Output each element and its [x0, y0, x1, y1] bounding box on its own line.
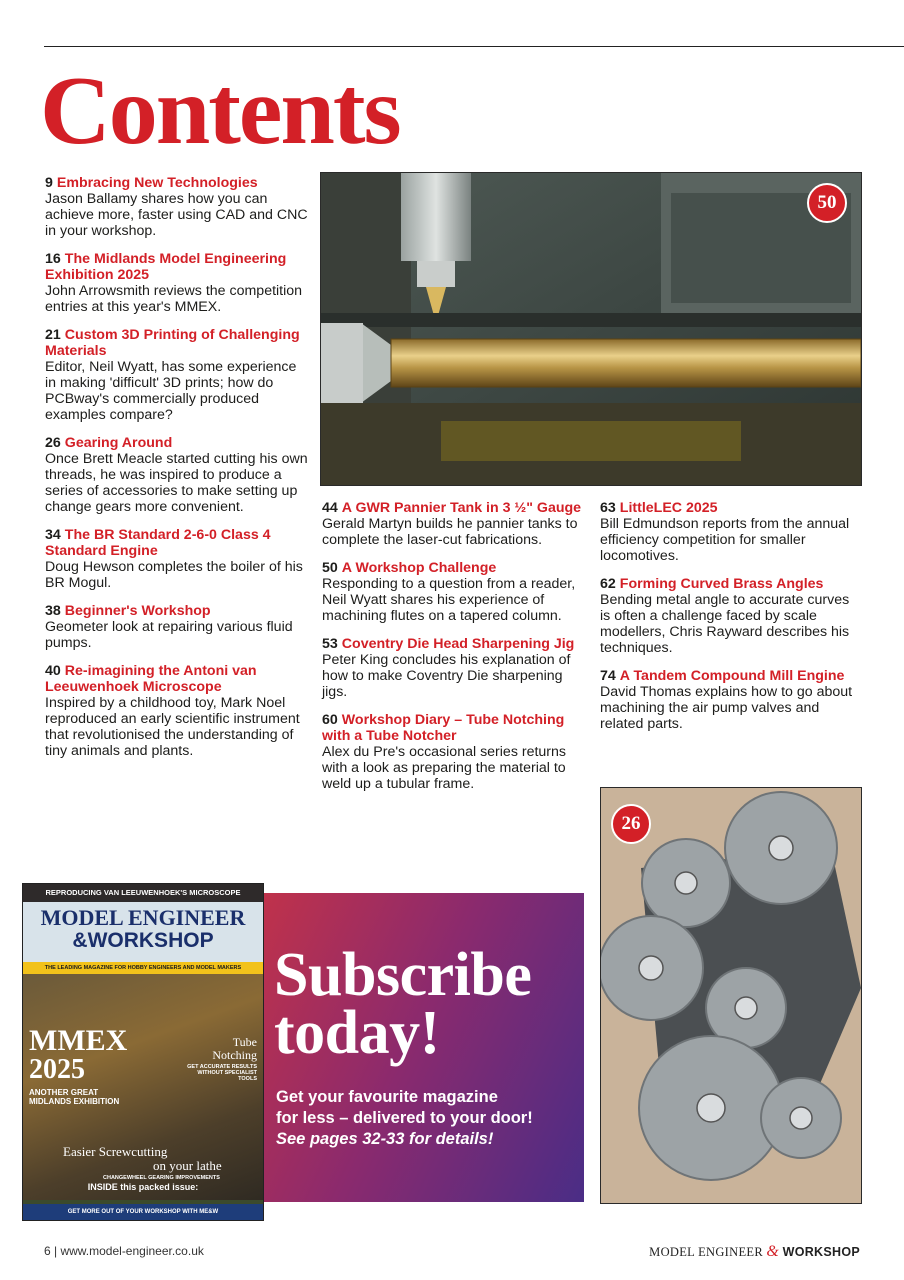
entry-page-number: 9 [45, 175, 53, 191]
entry-description: Once Brett Meacle started cutting his own threads, he was inspired to produce a series of accessories to make setting up change gears more convenient. [45, 451, 308, 515]
subscribe-title-line2: today! [274, 999, 440, 1067]
cover-year: 2025 [29, 1054, 85, 1085]
entry-description: Doug Hewson completes the boiler of his BR Mogul. [45, 559, 303, 591]
entry-heading[interactable]: The BR Standard 2-6-0 Class 4 Standard Engine [45, 527, 271, 559]
entry-page-number: 63 [600, 500, 616, 516]
entry-page-number: 26 [45, 435, 61, 451]
entry-description: David Thomas explains how to go about machining the air pump valves and related parts. [600, 684, 853, 732]
entry-description: Jason Ballamy shares how you can achieve more, faster using CAD and CNC in your workshop. [45, 191, 308, 239]
entry-heading[interactable]: A GWR Pannier Tank in 3 ½" Gauge [341, 500, 582, 516]
contents-entry[interactable] [45, 435, 310, 515]
footer-brand-2: WORKSHOP [782, 1245, 860, 1259]
entry-heading[interactable]: A Workshop Challenge [341, 560, 497, 576]
entry-page-number: 38 [45, 603, 61, 619]
contents-entry[interactable] [45, 603, 310, 651]
cover-title-2: &WORKSHOP [72, 929, 214, 952]
contents-entry[interactable] [45, 663, 310, 759]
entry-page-number: 34 [45, 527, 61, 543]
subscribe-line3[interactable]: See pages 32-33 for details! [276, 1130, 494, 1148]
contents-entry[interactable] [600, 668, 862, 732]
contents-column-3 [600, 500, 862, 744]
cover-tube: Tube Notching [212, 1035, 257, 1062]
cover-mmex-sub2: MIDLANDS EXHIBITION [29, 1097, 120, 1106]
entry-heading[interactable]: Forming Curved Brass Angles [619, 576, 824, 592]
contents-entry[interactable] [600, 576, 862, 656]
entry-heading[interactable]: LittleLEC 2025 [619, 500, 718, 516]
contents-entry[interactable] [322, 636, 584, 700]
subscribe-title-line1: Subscribe [274, 941, 532, 1009]
entry-page-number: 21 [45, 327, 61, 343]
contents-entry[interactable] [322, 712, 584, 792]
contents-entry[interactable] [600, 500, 862, 564]
gears-illustration [601, 788, 861, 1203]
cover-mmex: MMEX [29, 1024, 128, 1057]
entry-heading[interactable]: The Midlands Model Engineering Exhibition 2025 [45, 251, 287, 283]
footer-brand-amp: & [766, 1243, 780, 1260]
page-badge-50: 50 [807, 183, 847, 223]
footer-brand-1: MODEL ENGINEER [649, 1245, 763, 1259]
entry-page-number: 50 [322, 560, 338, 576]
cover-title-1: MODEL ENGINEER [40, 905, 246, 930]
entry-page-number: 62 [600, 576, 616, 592]
subscribe-title [274, 941, 532, 1067]
contents-entry[interactable] [45, 327, 310, 423]
contents-entry[interactable] [45, 527, 310, 591]
entry-description: Gerald Martyn builds he pannier tanks to complete the laser-cut fabrications. [322, 516, 578, 548]
page-badge-26: 26 [611, 804, 651, 844]
top-rule [44, 46, 904, 47]
footer-page-url: 6 | www.model-engineer.co.uk [44, 1244, 204, 1258]
entry-heading[interactable]: Custom 3D Printing of Challenging Materials [45, 327, 300, 359]
cover-inside: INSIDE this packed issue: [87, 1182, 199, 1192]
cover-mmex-sub1: ANOTHER GREAT [29, 1088, 99, 1097]
cover-screw-1: Easier Screwcutting [63, 1144, 168, 1159]
entry-description: Responding to a question from a reader, Neil Wyatt shares his experience of machining flutes on a tapered column. [322, 576, 576, 624]
contents-entry[interactable] [45, 175, 310, 239]
entry-description: Peter King concludes his explanation of how to make Coventry Die sharpening jigs. [322, 652, 571, 700]
entry-description: Alex du Pre's occasional series returns with a look as preparing the material to weld up a tubular frame. [322, 744, 567, 792]
cover-banner: REPRODUCING VAN LEEUWENHOEK'S MICROSCOPE [23, 884, 263, 902]
entry-heading[interactable]: Coventry Die Head Sharpening Jig [341, 636, 575, 652]
entry-heading[interactable]: Beginner's Workshop [64, 603, 211, 619]
cover-masthead [23, 902, 263, 962]
page-title: Contents [40, 57, 400, 165]
entry-description: John Arrowsmith reviews the competition entries at this year's MMEX. [45, 283, 303, 315]
cover-screw-sub: CHANGEWHEEL GEARING IMPROVEMENTS [103, 1175, 220, 1181]
subscribe-text [276, 1087, 576, 1150]
subscribe-line2: for less – delivered to your door! [276, 1109, 533, 1127]
entry-heading[interactable]: Workshop Diary – Tube Notching with a Tube Notcher [322, 712, 565, 744]
entry-description: Geometer look at repairing various fluid pumps. [45, 619, 293, 651]
entry-heading[interactable]: Embracing New Technologies [56, 175, 258, 191]
contents-column-1 [45, 175, 310, 771]
entry-page-number: 60 [322, 712, 338, 728]
cover-image-area [23, 974, 263, 1200]
cover-tagline: THE LEADING MAGAZINE FOR HOBBY ENGINEERS AND MODEL MAKERS [23, 962, 263, 974]
entry-heading[interactable]: Re-imagining the Antoni van Leeuwenhoek Microscope [45, 663, 257, 695]
contents-entry[interactable] [322, 500, 584, 548]
lathe-photo [320, 172, 862, 486]
entry-heading[interactable]: A Tandem Compound Mill Engine [619, 668, 845, 684]
entry-page-number: 40 [45, 663, 61, 679]
entry-description: Inspired by a childhood toy, Mark Noel reproduced an early scientific instrument that revolutionised the understanding of tiny animals and plants. [45, 695, 300, 759]
entry-page-number: 44 [322, 500, 338, 516]
cover-screw-2: on your lathe [153, 1158, 222, 1173]
entry-page-number: 53 [322, 636, 338, 652]
entry-page-number: 74 [600, 668, 616, 684]
entry-description: Bending metal angle to accurate curves is often a challenge faced by scale modellers, Chris Rayward describes his techniques. [600, 592, 850, 656]
gears-photo [600, 787, 862, 1204]
cover-strap: GET MORE OUT OF YOUR WORKSHOP WITH ME&W [23, 1204, 263, 1220]
contents-entry[interactable] [322, 560, 584, 624]
entry-description: Bill Edmundson reports from the annual efficiency competition for smaller locomotives. [600, 516, 850, 564]
subscribe-line1: Get your favourite magazine [276, 1088, 498, 1106]
entry-heading[interactable]: Gearing Around [64, 435, 173, 451]
contents-entry[interactable] [45, 251, 310, 315]
lathe-illustration [321, 173, 861, 485]
contents-column-2 [322, 500, 584, 804]
magazine-cover[interactable] [22, 883, 264, 1221]
entry-description: Editor, Neil Wyatt, has some experience in making 'difficult' 3D prints; how do PCBway's commercially produced examples compare? [45, 359, 297, 423]
entry-page-number: 16 [45, 251, 61, 267]
footer-brand [649, 1243, 860, 1261]
cover-tube-sub: GET ACCURATE RESULTS WITHOUT SPECIALIST TOOLS [187, 1064, 257, 1082]
